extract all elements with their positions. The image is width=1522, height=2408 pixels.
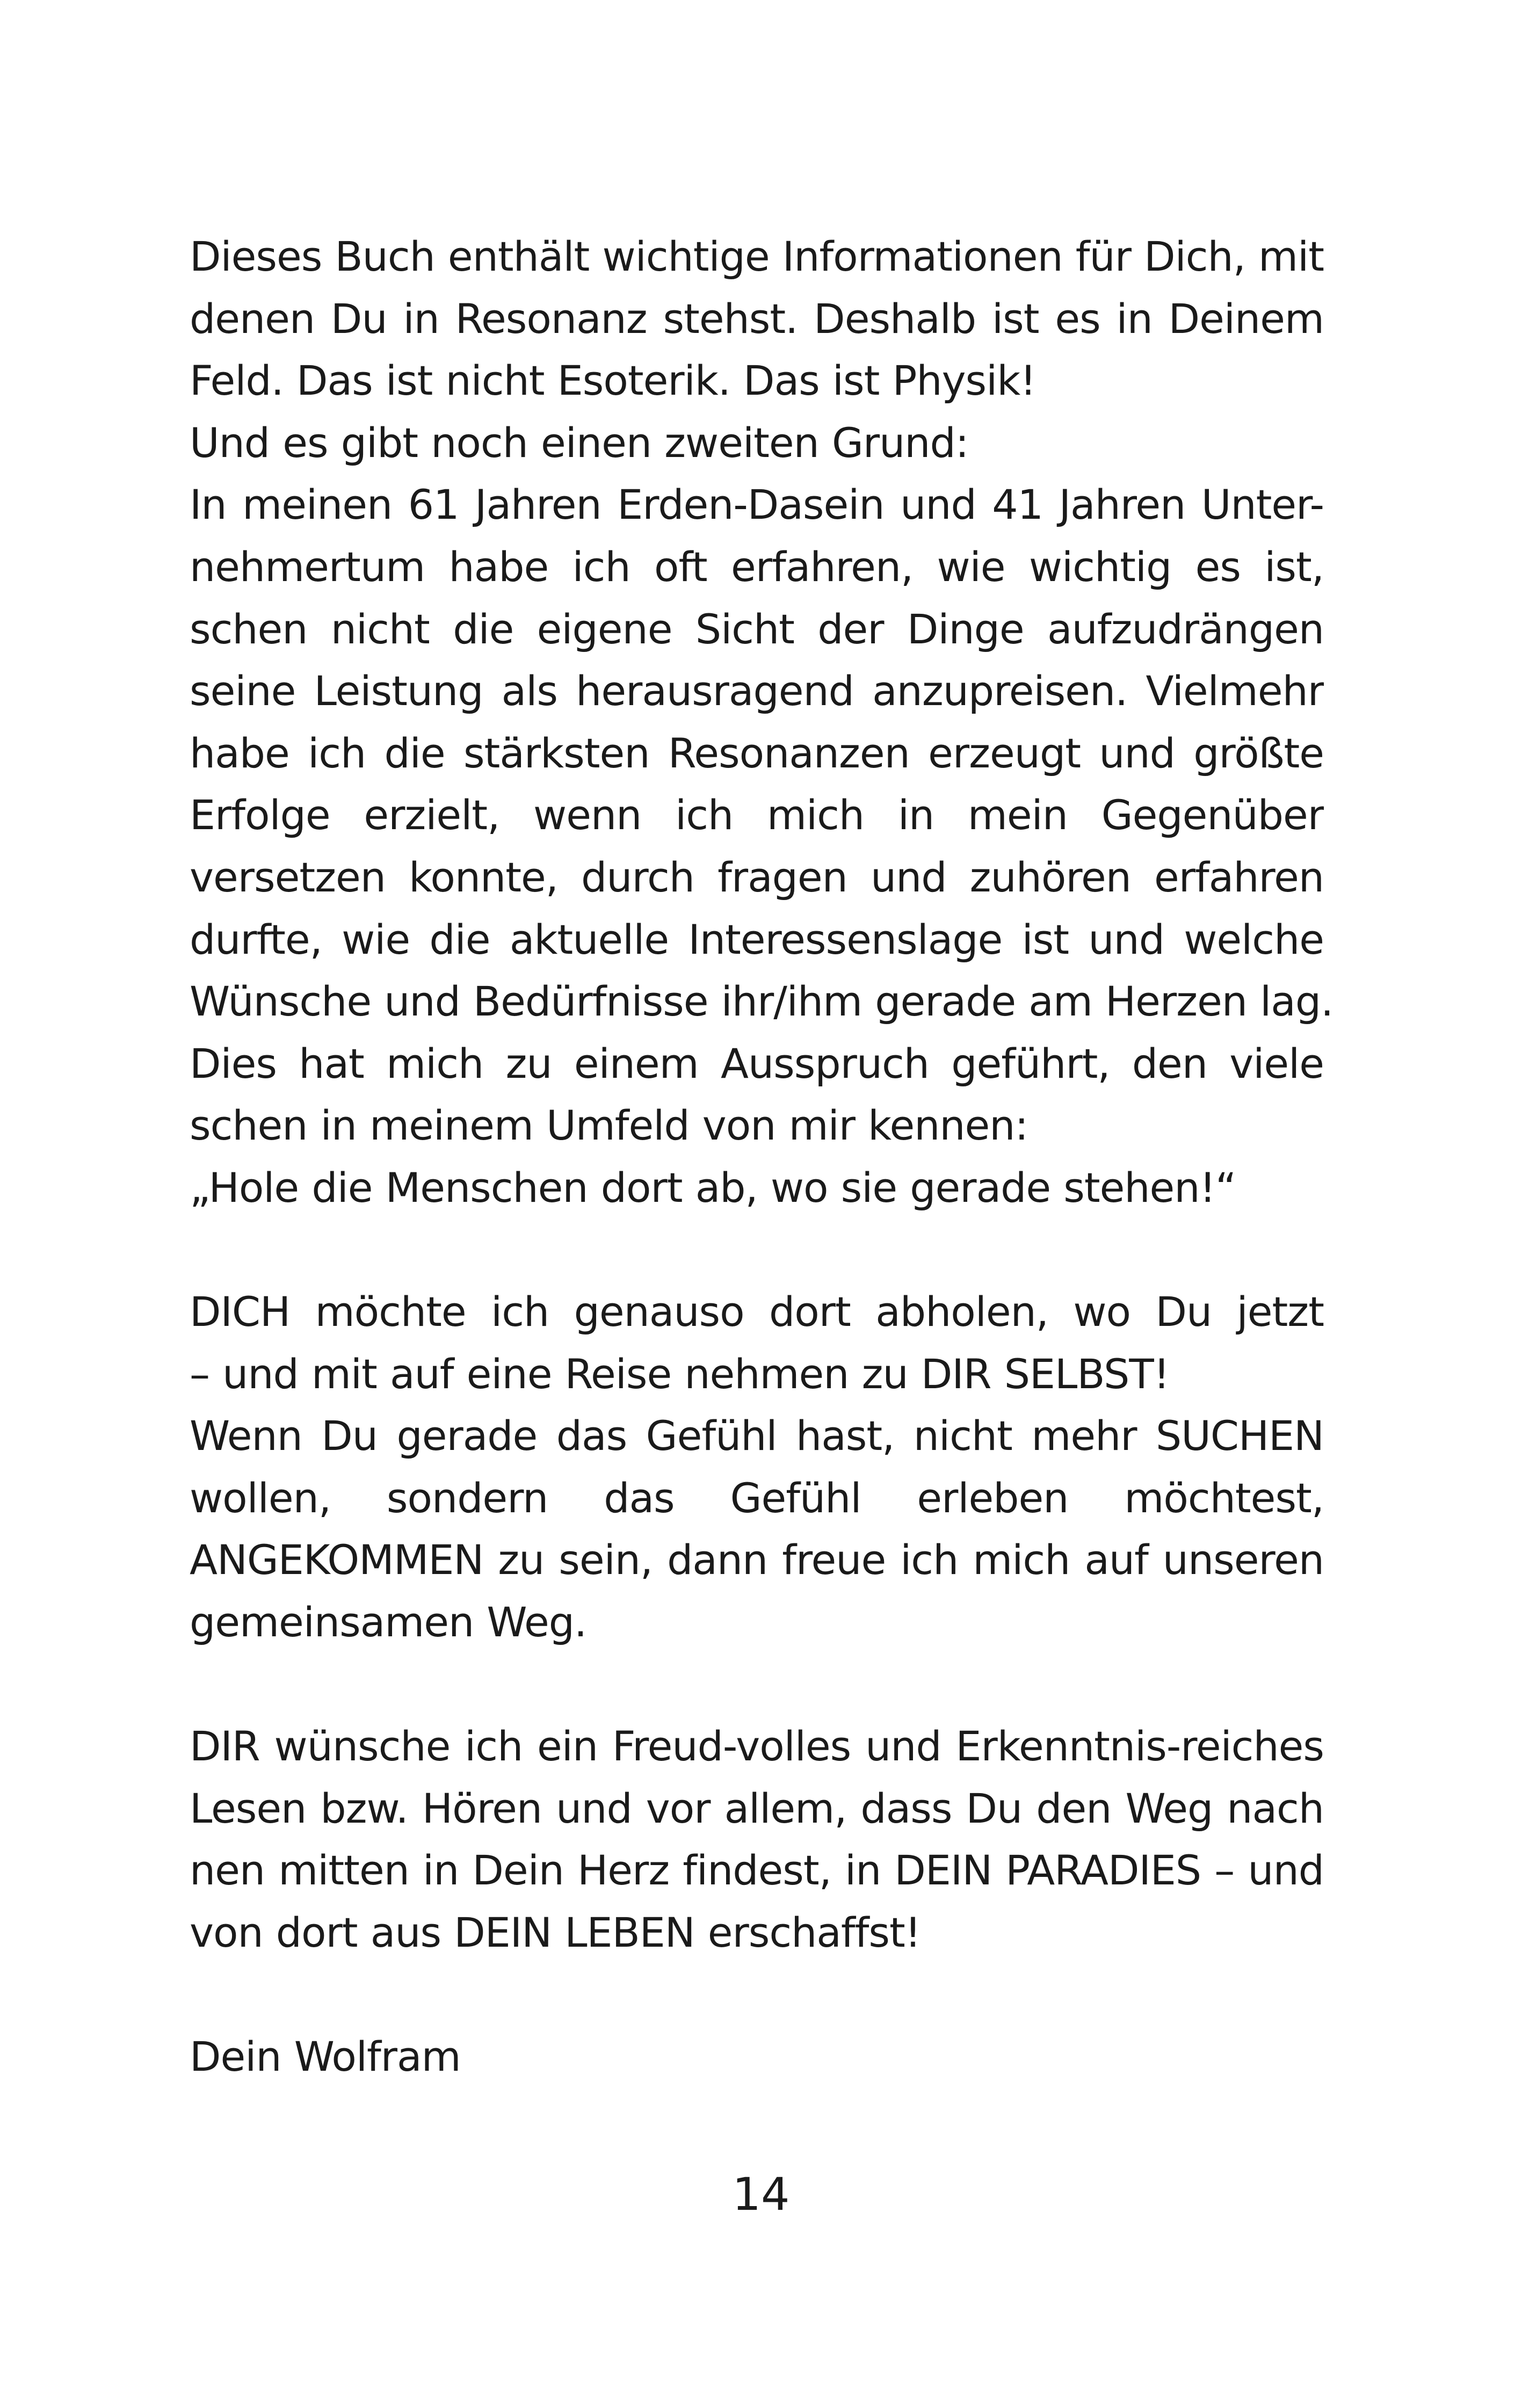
text-line: schen in meinem Umfeld von mir kennen: — [190, 1101, 1028, 1150]
text-line: seine Leistung als herausragend anzupreisen. Vielmehr — [190, 667, 1324, 715]
text-line: Lesen bzw. Hören und vor allem, dass Du den Weg nach — [190, 1784, 1324, 1832]
text-line: denen Du in Resonanz stehst. Deshalb ist es in Deinem — [190, 294, 1324, 343]
text-line: In meinen 61 Jahren Erden-Dasein und 41 Jahren Unter- — [190, 481, 1324, 529]
text-line: Wenn Du gerade das Gefühl hast, nicht mehr SUCHEN — [190, 1412, 1324, 1460]
text-line: Dieses Buch enthält wichtige Informationen für Dich, mit — [190, 233, 1324, 280]
text-line: „Hole die Menschen dort ab, wo sie gerade stehen!“ — [190, 1163, 1236, 1212]
text-line: nehmertum habe ich oft erfahren, wie wichtig es ist, — [190, 542, 1324, 591]
paragraph — [190, 1281, 1324, 1653]
text-line: von dort aus DEIN LEBEN erschaffst! — [190, 1909, 921, 1957]
text-line: – und mit auf eine Reise nehmen zu DIR SELBST! — [190, 1350, 1170, 1398]
text-line: versetzen konnte, durch fragen und zuhören erfahren — [190, 853, 1324, 901]
text-line: nen mitten in Dein Herz findest, in DEIN PARADIES – und — [190, 1846, 1324, 1895]
paragraph-gap — [190, 1219, 1324, 1281]
paragraph — [190, 1715, 1324, 1963]
paragraph — [190, 226, 1333, 1219]
text-line: wollen, sondern das Gefühl erleben möchtest, — [190, 1474, 1324, 1522]
text-line: DICH möchte ich genauso dort abholen, wo Du jetzt — [190, 1288, 1324, 1336]
text-line: Dein Wolfram — [190, 2033, 461, 2081]
text-line: gemeinsamen Weg. — [190, 1598, 587, 1647]
text-line: DIR wünsche ich ein Freud-volles und Erkenntnis-reiches — [190, 1722, 1324, 1771]
page-number: 14 — [732, 2168, 790, 2221]
paragraph-gap — [190, 1653, 1324, 1716]
text-line: Dies hat mich zu einem Ausspruch geführt, den viele — [190, 1039, 1324, 1087]
body-text — [190, 226, 1333, 2088]
text-line: Erfolge erzielt, wenn ich mich in mein Gegenüber — [190, 791, 1324, 839]
paragraph-gap — [190, 1964, 1324, 2026]
paragraph — [190, 2026, 1324, 2088]
text-line: ANGEKOMMEN zu sein, dann freue ich mich auf unseren — [190, 1536, 1324, 1584]
text-line: Wünsche und Bedürfnisse ihr/ihm gerade am Herzen lag. — [190, 977, 1333, 1026]
text-line: Feld. Das ist nicht Esoterik. Das ist Physik! — [190, 357, 1036, 405]
text-line: durfte, wie die aktuelle Interessenslage ist und welche — [190, 915, 1324, 963]
text-line: Und es gibt noch einen zweiten Grund: — [190, 418, 969, 467]
text-line: habe ich die stärksten Resonanzen erzeugt und größte — [190, 729, 1324, 777]
text-line: schen nicht die eigene Sicht der Dinge aufzudrängen — [190, 605, 1324, 653]
